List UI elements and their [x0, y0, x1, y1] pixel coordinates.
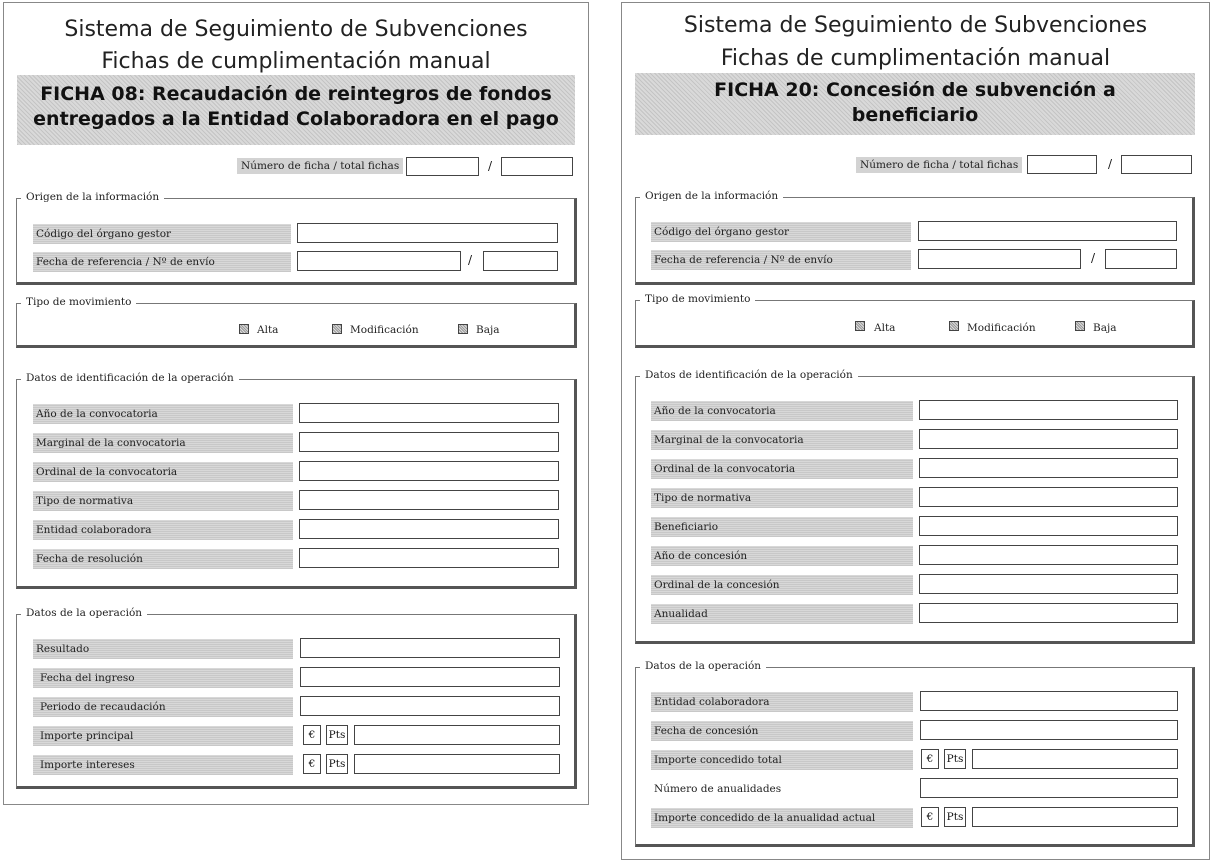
counter-label: Número de ficha / total fichas	[856, 157, 1022, 173]
tipo-normativa-label: Tipo de normativa	[33, 491, 293, 511]
alta-label: Alta	[874, 322, 896, 334]
euro-toggle-principal[interactable]: €	[303, 725, 321, 745]
movimiento-group-title: Tipo de movimiento	[21, 296, 136, 308]
ordinal-convocatoria-label: Ordinal de la convocatoria	[651, 459, 913, 479]
tipo-normativa-input[interactable]	[919, 487, 1178, 507]
pts-toggle-intereses[interactable]: Pts	[326, 754, 348, 774]
modificacion-checkbox[interactable]	[949, 321, 959, 331]
codigo-organo-label: Código del órgano gestor	[33, 224, 291, 244]
form-sheet-ficha-20	[621, 2, 1210, 860]
origen-group-title: Origen de la información	[640, 190, 783, 202]
identificacion-group-title: Datos de identificación de la operación	[640, 369, 858, 381]
numero-envio-input[interactable]	[1105, 249, 1177, 269]
system-title: Sistema de Seguimiento de Subvenciones	[683, 13, 1148, 38]
fecha-referencia-input[interactable]	[918, 249, 1081, 269]
marginal-convocatoria-input[interactable]	[299, 432, 559, 452]
form-title-line-1: FICHA 20: Concesión de subvención a	[714, 79, 1116, 101]
ordinal-convocatoria-input[interactable]	[919, 458, 1178, 478]
ano-concesion-input[interactable]	[919, 545, 1178, 565]
beneficiario-label: Beneficiario	[651, 517, 913, 537]
form-title-band	[635, 73, 1195, 135]
ficha-number-input[interactable]	[1027, 155, 1097, 174]
modificacion-checkbox[interactable]	[332, 324, 342, 334]
pts-toggle-principal[interactable]: Pts	[326, 725, 348, 745]
resultado-input[interactable]	[300, 638, 560, 658]
ano-concesion-label: Año de concesión	[651, 546, 913, 566]
importe-concedido-total-input[interactable]	[972, 749, 1178, 769]
anualidad-label: Anualidad	[651, 604, 913, 624]
entidad-colaboradora-input[interactable]	[299, 519, 559, 539]
fecha-referencia-label: Fecha de referencia / Nº de envío	[651, 250, 911, 270]
baja-checkbox[interactable]	[1075, 321, 1085, 331]
total-fichas-input[interactable]	[501, 157, 573, 176]
form-title-line-2: beneficiario	[851, 104, 979, 126]
pts-toggle-total[interactable]: Pts	[944, 749, 966, 769]
total-fichas-input[interactable]	[1121, 155, 1192, 174]
form-title-band	[17, 75, 575, 145]
codigo-organo-label: Código del órgano gestor	[651, 222, 911, 242]
periodo-recaudacion-label: Periodo de recaudación	[33, 697, 293, 717]
alta-label: Alta	[257, 324, 279, 336]
euro-toggle-anualidad[interactable]: €	[921, 807, 939, 827]
marginal-convocatoria-label: Marginal de la convocatoria	[651, 430, 913, 450]
ordinal-concesion-label: Ordinal de la concesión	[651, 575, 913, 595]
importe-anualidad-actual-label: Importe concedido de la anualidad actual	[651, 808, 913, 828]
movimiento-group	[635, 293, 1195, 348]
entidad-colaboradora-label: Entidad colaboradora	[33, 520, 293, 540]
numero-anualidades-label: Número de anualidades	[651, 779, 913, 799]
fecha-concesion-input[interactable]	[920, 720, 1178, 740]
fecha-ingreso-label: Fecha del ingreso	[33, 668, 293, 688]
ano-convocatoria-input[interactable]	[299, 403, 559, 423]
baja-label: Baja	[1093, 322, 1117, 334]
ano-convocatoria-input[interactable]	[919, 400, 1178, 420]
codigo-organo-input[interactable]	[297, 223, 558, 243]
numero-anualidades-input[interactable]	[920, 778, 1178, 798]
entidad-colaboradora-input[interactable]	[920, 691, 1178, 711]
importe-concedido-total-label: Importe concedido total	[651, 750, 913, 770]
euro-toggle-total[interactable]: €	[921, 749, 939, 769]
identificacion-group-title: Datos de identificación de la operación	[21, 372, 239, 384]
resultado-label: Resultado	[33, 639, 293, 659]
modificacion-label: Modificación	[350, 324, 419, 336]
operacion-group-title: Datos de la operación	[21, 607, 147, 619]
fecha-resolucion-label: Fecha de resolución	[33, 549, 293, 569]
importe-anualidad-actual-input[interactable]	[972, 807, 1178, 827]
fecha-ingreso-input[interactable]	[300, 667, 560, 687]
alta-checkbox[interactable]	[855, 321, 865, 331]
beneficiario-input[interactable]	[919, 516, 1178, 536]
alta-checkbox[interactable]	[239, 324, 249, 334]
baja-checkbox[interactable]	[458, 324, 468, 334]
envio-slash: /	[468, 253, 473, 267]
operacion-group	[16, 607, 577, 789]
system-subtitle: Fichas de cumplimentación manual	[101, 49, 491, 74]
modificacion-label: Modificación	[967, 322, 1036, 334]
tipo-normativa-label: Tipo de normativa	[651, 488, 913, 508]
ordinal-convocatoria-input[interactable]	[299, 461, 559, 481]
tipo-normativa-input[interactable]	[299, 490, 559, 510]
movimiento-group-title: Tipo de movimiento	[640, 293, 755, 305]
marginal-convocatoria-label: Marginal de la convocatoria	[33, 433, 293, 453]
ano-convocatoria-label: Año de la convocatoria	[651, 401, 913, 421]
operacion-group-title: Datos de la operación	[640, 660, 766, 672]
identificacion-group	[635, 369, 1195, 644]
operacion-group	[635, 660, 1195, 847]
movimiento-group	[16, 296, 577, 348]
fecha-resolucion-input[interactable]	[299, 548, 559, 568]
importe-principal-label: Importe principal	[33, 726, 293, 746]
origen-group-title: Origen de la información	[21, 191, 164, 203]
ficha-number-input[interactable]	[406, 157, 479, 176]
form-title-line-2: entregados a la Entidad Colaboradora en el pago	[33, 108, 559, 130]
counter-slash: /	[1108, 157, 1113, 171]
marginal-convocatoria-input[interactable]	[919, 429, 1178, 449]
euro-toggle-intereses[interactable]: €	[303, 754, 321, 774]
importe-intereses-label: Importe intereses	[33, 755, 293, 775]
ordinal-convocatoria-label: Ordinal de la convocatoria	[33, 462, 293, 482]
pts-toggle-anualidad[interactable]: Pts	[944, 807, 966, 827]
codigo-organo-input[interactable]	[918, 221, 1177, 241]
system-title: Sistema de Seguimiento de Subvenciones	[64, 17, 528, 42]
envio-slash: /	[1091, 251, 1096, 265]
importe-principal-input[interactable]	[354, 725, 560, 745]
form-sheet-ficha-08	[3, 2, 589, 805]
fecha-referencia-label: Fecha de referencia / Nº de envío	[33, 252, 291, 272]
form-title-line-1: FICHA 08: Recaudación de reintegros de fondos	[40, 83, 552, 105]
ordinal-concesion-input[interactable]	[919, 574, 1178, 594]
periodo-recaudacion-input[interactable]	[300, 696, 560, 716]
origen-group	[635, 190, 1195, 285]
fecha-concesion-label: Fecha de concesión	[651, 721, 913, 741]
origen-group	[16, 191, 577, 285]
importe-intereses-input[interactable]	[354, 754, 560, 774]
system-subtitle: Fichas de cumplimentación manual	[720, 46, 1111, 71]
counter-label: Número de ficha / total fichas	[237, 158, 403, 174]
entidad-colaboradora-label: Entidad colaboradora	[651, 692, 913, 712]
baja-label: Baja	[476, 324, 500, 336]
anualidad-input[interactable]	[919, 603, 1178, 623]
identificacion-group	[16, 372, 577, 589]
ano-convocatoria-label: Año de la convocatoria	[33, 404, 293, 424]
fecha-referencia-input[interactable]	[297, 251, 461, 271]
numero-envio-input[interactable]	[483, 251, 558, 271]
counter-slash: /	[488, 159, 493, 173]
